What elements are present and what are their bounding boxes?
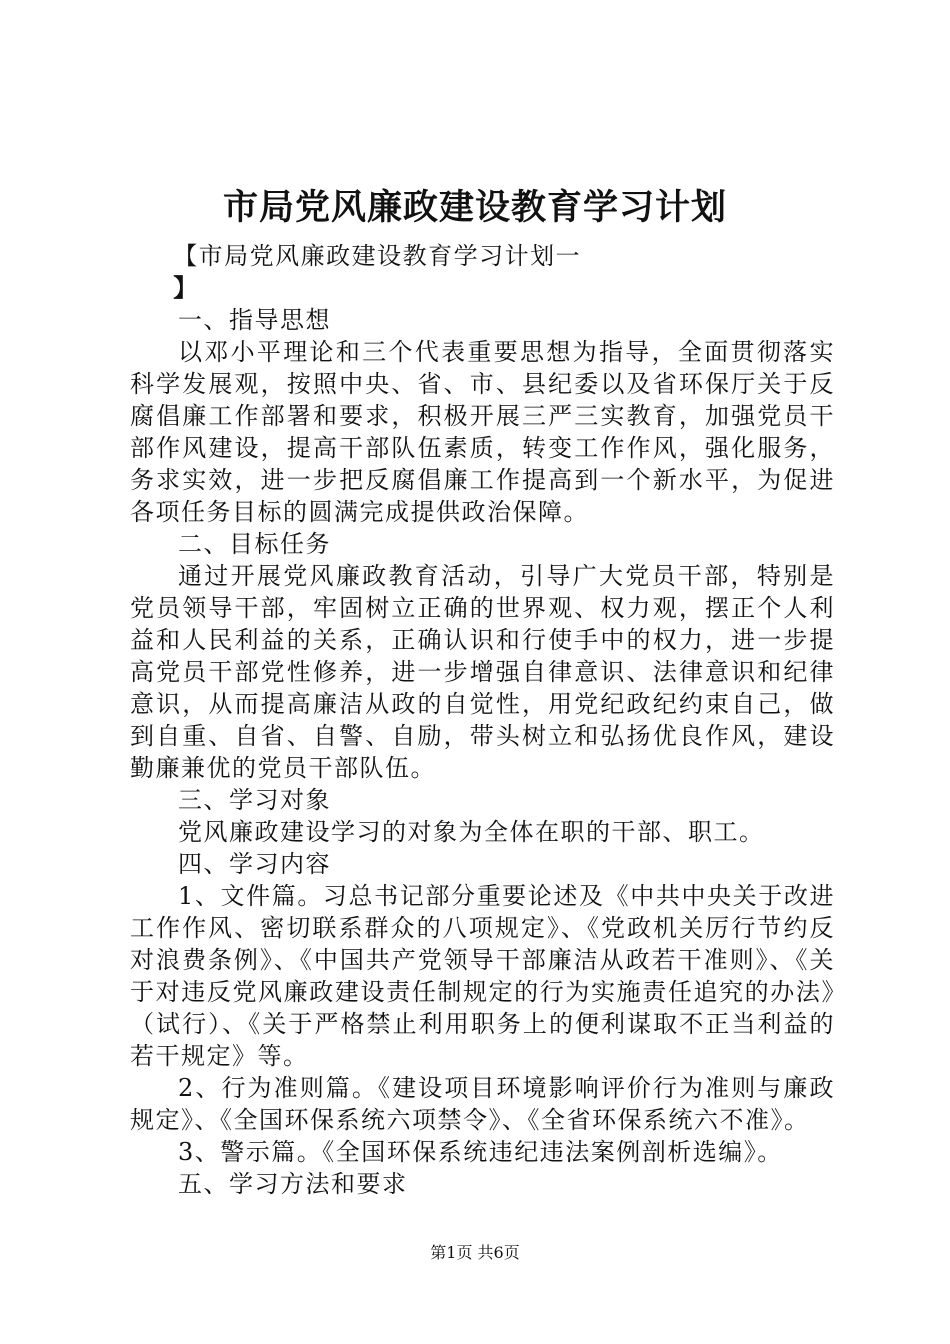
paragraph-audience: 党风廉政建设学习的对象为全体在职的干部、职工。 [178, 818, 765, 846]
section-heading-methods: 五、学习方法和要求 [178, 1170, 408, 1198]
document-title: 市局党风廉政建设教育学习计划 [222, 187, 727, 228]
document-body [130, 240, 835, 1200]
section-heading-content: 四、学习内容 [178, 850, 331, 878]
paragraph-guiding-ideology: 以邓小平理论和三个代表重要思想为指导，全面贯彻落实科学发展观，按照中央、省、市、县纪委以及省环保厅关于反腐倡廉工作部署和要求，积极开展三严三实教育，加强党员干部作风建设，提高干部队伍素质，转变工作作风，强化服务，务求实效，进一步把反腐倡廉工作提高到一个新水平，为促进各项任务目标的圆满完成提供政治保障。 [130, 338, 835, 526]
section-heading-guiding-ideology: 一、指导思想 [178, 306, 331, 334]
paragraph-goals: 通过开展党风廉政教育活动，引导广大党员干部，特别是党员领导干部，牢固树立正确的世界观、权力观，摆正个人利益和人民利益的关系，正确认识和行使手中的权力，进一步提高党员干部党性修养，进一步增强自律意识、法律意识和纪律意识，从而提高廉洁从政的自觉性，用党纪政纪约束自己，做到自重、自省、自警、自励，带头树立和弘扬优良作风，建设勤廉兼优的党员干部队伍。 [130, 562, 835, 782]
paragraph-content-documents: 1、文件篇。习总书记部分重要论述及《中共中央关于改进工作作风、密切联系群众的八项规定》、《党政机关厉行节约反对浪费条例》、《中国共产党领导干部廉洁从政若干准则》、《关于对违反党风廉政建设责任制规定的行为实施责任追究的办法》（试行）、《关于严格禁止利用职务上的便利谋取不正当利益的若干规定》等。 [130, 882, 835, 1070]
page-footer: 第1页 共6页 [430, 1243, 520, 1262]
section-heading-goals: 二、目标任务 [178, 530, 331, 558]
document-subtitle [130, 240, 835, 304]
paragraph-content-conduct: 2、行为准则篇。《建设项目环境影响评价行为准则与廉政规定》、《全国环保系统六项禁令》、《全省环保系统六不准》。 [130, 1074, 835, 1134]
section-heading-audience: 三、学习对象 [178, 786, 331, 814]
subtitle-close: 】 [173, 273, 199, 302]
subtitle-open: 【市局党风廉政建设教育学习计划一 [173, 242, 582, 270]
paragraph-content-warning: 3、警示篇。《全国环保系统违纪违法案例剖析选编》。 [178, 1138, 783, 1166]
